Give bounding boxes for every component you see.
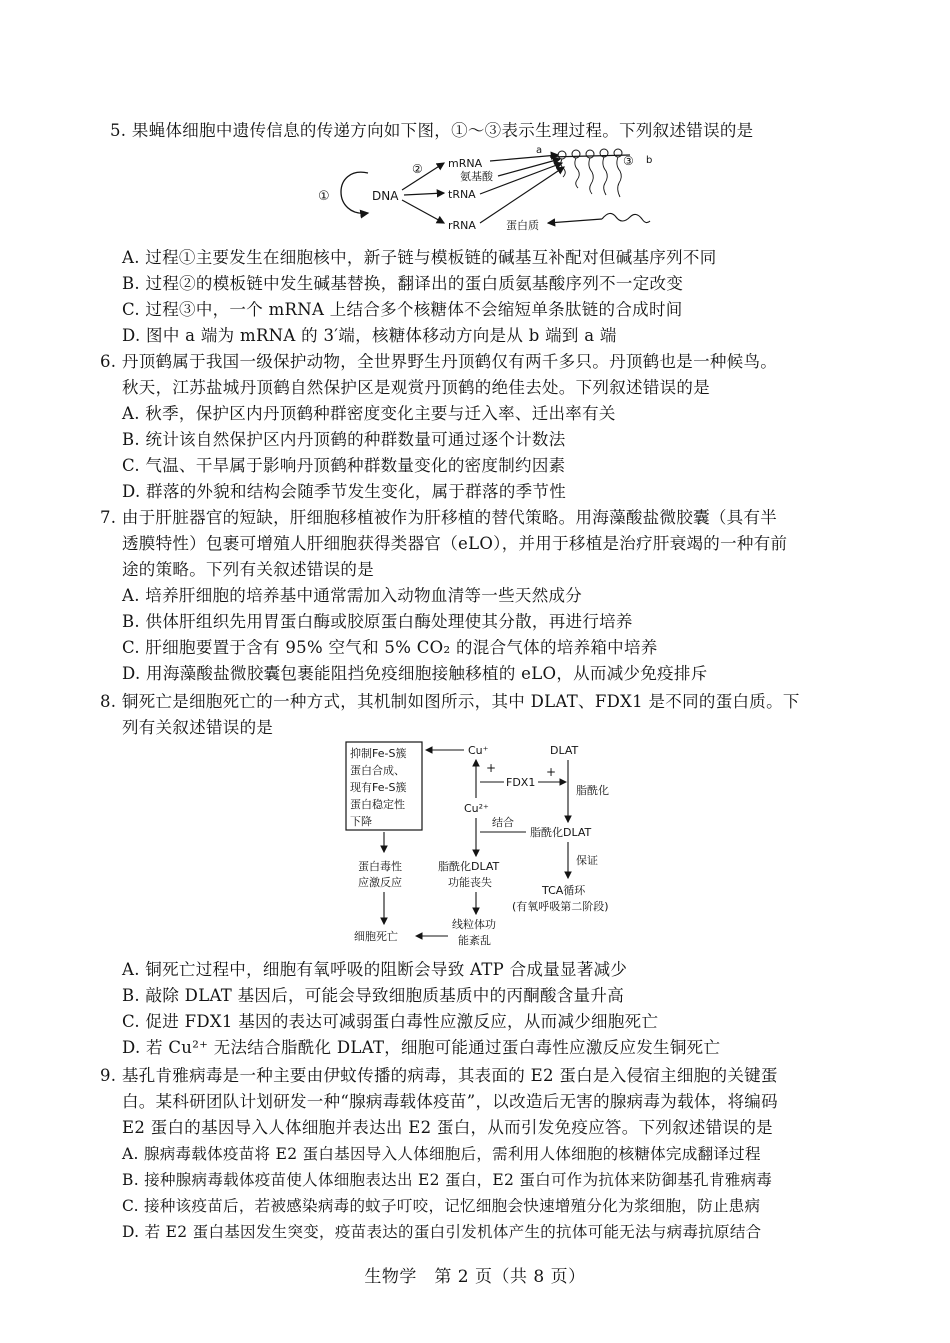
q9-stem-line-1: 9. 基孔肯雅病毒是一种主要由伊蚊传播的病毒，其表面的 E2 蛋白是入侵宿主细胞的关键蛋 [100,1066,778,1085]
q7-option-d: D. 用海藻酸盐微胶囊包裹能阻挡免疫细胞接触移植的 eLO，从而减少免疫排斥 [122,664,708,683]
end-b-label: b [646,155,653,166]
q7-stem-line-3: 途的策略。下列有关叙述错误的是 [122,560,374,579]
polypeptide-chain [602,213,650,222]
q5-option-d: D. 图中 a 端为 mRNA 的 3′端，核糖体移动方向是从 b 端到 a 端 [122,326,617,345]
q6-option-a: A. 秋季，保护区内丹顶鹤种群密度变化主要与迁入率、迁出率有关 [122,404,616,423]
q8-option-c: C. 促进 FDX1 基因的表达可减弱蛋白毒性应激反应，从而减少细胞死亡 [122,1012,659,1031]
process-2-label: ② [412,162,423,176]
q5-stem: 5. 果蝇体细胞中遗传信息的传递方向如下图，①～③表示生理过程。下列叙述错误的是 [110,121,754,140]
q6-option-d: D. 群落的外貌和结构会随季节发生变化，属于群落的季节性 [122,482,567,501]
q7-stem-line-1: 7. 由于肝脏器官的短缺，肝细胞移植被作为肝移植的替代策略。用海藻酸盐微胶囊（具有半 [100,508,778,527]
amino-acid-label: 氨基酸 [460,170,493,183]
q7-option-a: A. 培养肝细胞的培养基中通常需加入动物血清等一些天然成分 [122,586,583,605]
q9-option-d: D. 若 E2 蛋白基因发生突变，疫苗表达的蛋白引发机体产生的抗体可能无法与病毒抗原结合 [122,1223,762,1241]
cuproptosis-mechanism-diagram [340,738,640,950]
box-line-2: 蛋白合成、 [350,764,405,777]
dna-label: DNA [372,189,399,203]
mito-line-2: 能紊乱 [458,934,491,947]
end-a-label: a [536,145,543,156]
process-1-label: ① [318,189,330,204]
q5-option-b: B. 过程②的模板链中发生碱基替换，翻译出的蛋白质氨基酸序列不一定改变 [122,274,684,293]
q9-option-c: C. 接种该疫苗后，若被感染病毒的蚊子叮咬，记忆细胞会快速增殖分化为浆细胞，防止患病 [122,1197,761,1215]
arrow-to-mrna [402,163,444,190]
q8-option-a: A. 铜死亡过程中，细胞有氧呼吸的阻断会导致 ATP 合成量显著减少 [122,960,628,979]
tca-line-2: (有氧呼吸第二阶段) [512,900,609,913]
lipoylation-label: 脂酰化 [576,784,609,797]
cell-death-label: 细胞死亡 [354,930,398,943]
rrna-label: rRNA [448,219,476,232]
q6-option-c: C. 气温、干旱属于影响丹顶鹤种群数量变化的密度制约因素 [122,456,566,475]
q5-option-c: C. 过程③中，一个 mRNA 上结合多个核糖体不会缩短单条肽链的合成时间 [122,300,683,319]
cu2-plus-label: Cu²⁺ [464,802,489,815]
box-line-1: 抑制Fe-S簇 [350,747,407,760]
fdx1-label: FDX1 [506,776,536,789]
q5-option-a: A. 过程①主要发生在细胞核中，新子链与模板链的碱基互补配对但碱基序列不同 [122,248,717,267]
q9-option-a: A. 腺病毒载体疫苗将 E2 蛋白基因导入人体细胞后，需利用人体细胞的核糖体完成翻译过程 [122,1145,761,1163]
lipoyl-dlat-label: 脂酰化DLAT [530,826,592,839]
mrna-label: mRNA [448,157,483,170]
loss-line-2: 功能丧失 [448,876,492,889]
arrow-to-trna [404,193,444,195]
gene-expression-diagram [310,143,670,245]
replication-loop-arrow [341,172,368,213]
mito-line-1: 线粒体功 [452,918,496,931]
stress-line-2: 应激反应 [358,876,402,889]
process-3-label: ③ [623,154,634,168]
trna-label: tRNA [448,188,476,201]
stress-line-1: 蛋白毒性 [358,860,402,873]
bind-label: 结合 [492,816,514,829]
tca-line-1: TCA循环 [542,884,586,897]
box-line-3: 现有Fe-S簇 [350,781,407,794]
box-line-4: 蛋白稳定性 [350,798,405,811]
dlat-label: DLAT [550,744,579,757]
q6-stem-line-1: 6. 丹顶鹤属于我国一级保护动物，全世界野生丹顶鹤仅有两千多只。丹顶鹤也是一种候鸟。 [100,352,778,371]
box-line-5: 下降 [350,815,372,828]
guarantee-label: 保证 [576,854,598,867]
q6-option-b: B. 统计该自然保护区内丹顶鹤的种群数量可通过逐个计数法 [122,430,566,449]
protein-label: 蛋白质 [506,219,539,232]
plus-sign-right: + [546,765,557,779]
q8-option-b: B. 敲除 DLAT 基因后，可能会导致细胞质基质中的丙酮酸含量升高 [122,986,625,1005]
q8-option-d: D. 若 Cu²⁺ 无法结合脂酰化 DLAT，细胞可能通过蛋白毒性应激反应发生铜死亡 [122,1038,721,1057]
arrow-to-protein [548,219,602,223]
arrow-mrna-to-ribosomes [490,155,558,161]
q9-option-b: B. 接种腺病毒载体疫苗使人体细胞表达出 E2 蛋白，E2 蛋白可作为抗体来防御基孔肯雅病毒 [122,1171,773,1189]
q8-stem-line-2: 列有关叙述错误的是 [122,718,274,737]
q9-stem-line-3: E2 蛋白的基因导入人体细胞并表达出 E2 蛋白，从而引发免疫应答。下列叙述错误的是 [122,1118,773,1137]
arrow-to-rrna [402,200,444,223]
q9-stem-line-2: 白。某科研团队计划研发一种“腺病毒载体疫苗”，以改造后无害的腺病毒为载体，将编码 [122,1092,778,1111]
cu-plus-label: Cu⁺ [468,744,489,757]
page-footer: 生物学 第 2 页（共 8 页） [364,1267,586,1287]
q7-option-c: C. 肝细胞要置于含有 95% 空气和 5% CO₂ 的混合气体的培养箱中培养 [122,638,658,657]
q7-option-b: B. 供体肝组织先用胃蛋白酶或胶原蛋白酶处理使其分散，再进行培养 [122,612,633,631]
q7-stem-line-2: 透膜特性）包裹可增殖人肝细胞获得类器官（eLO），并用于移植是治疗肝衰竭的一种有前 [122,534,788,553]
q8-stem-line-1: 8. 铜死亡是细胞死亡的一种方式，其机制如图所示，其中 DLAT、FDX1 是不同的蛋白质。下 [100,692,800,711]
plus-sign-top: + [486,761,497,775]
loss-line-1: 脂酰化DLAT [438,860,500,873]
q6-stem-line-2: 秋天，江苏盐城丹顶鹤自然保护区是观赏丹顶鹤的绝佳去处。下列叙述错误的是 [122,378,710,397]
